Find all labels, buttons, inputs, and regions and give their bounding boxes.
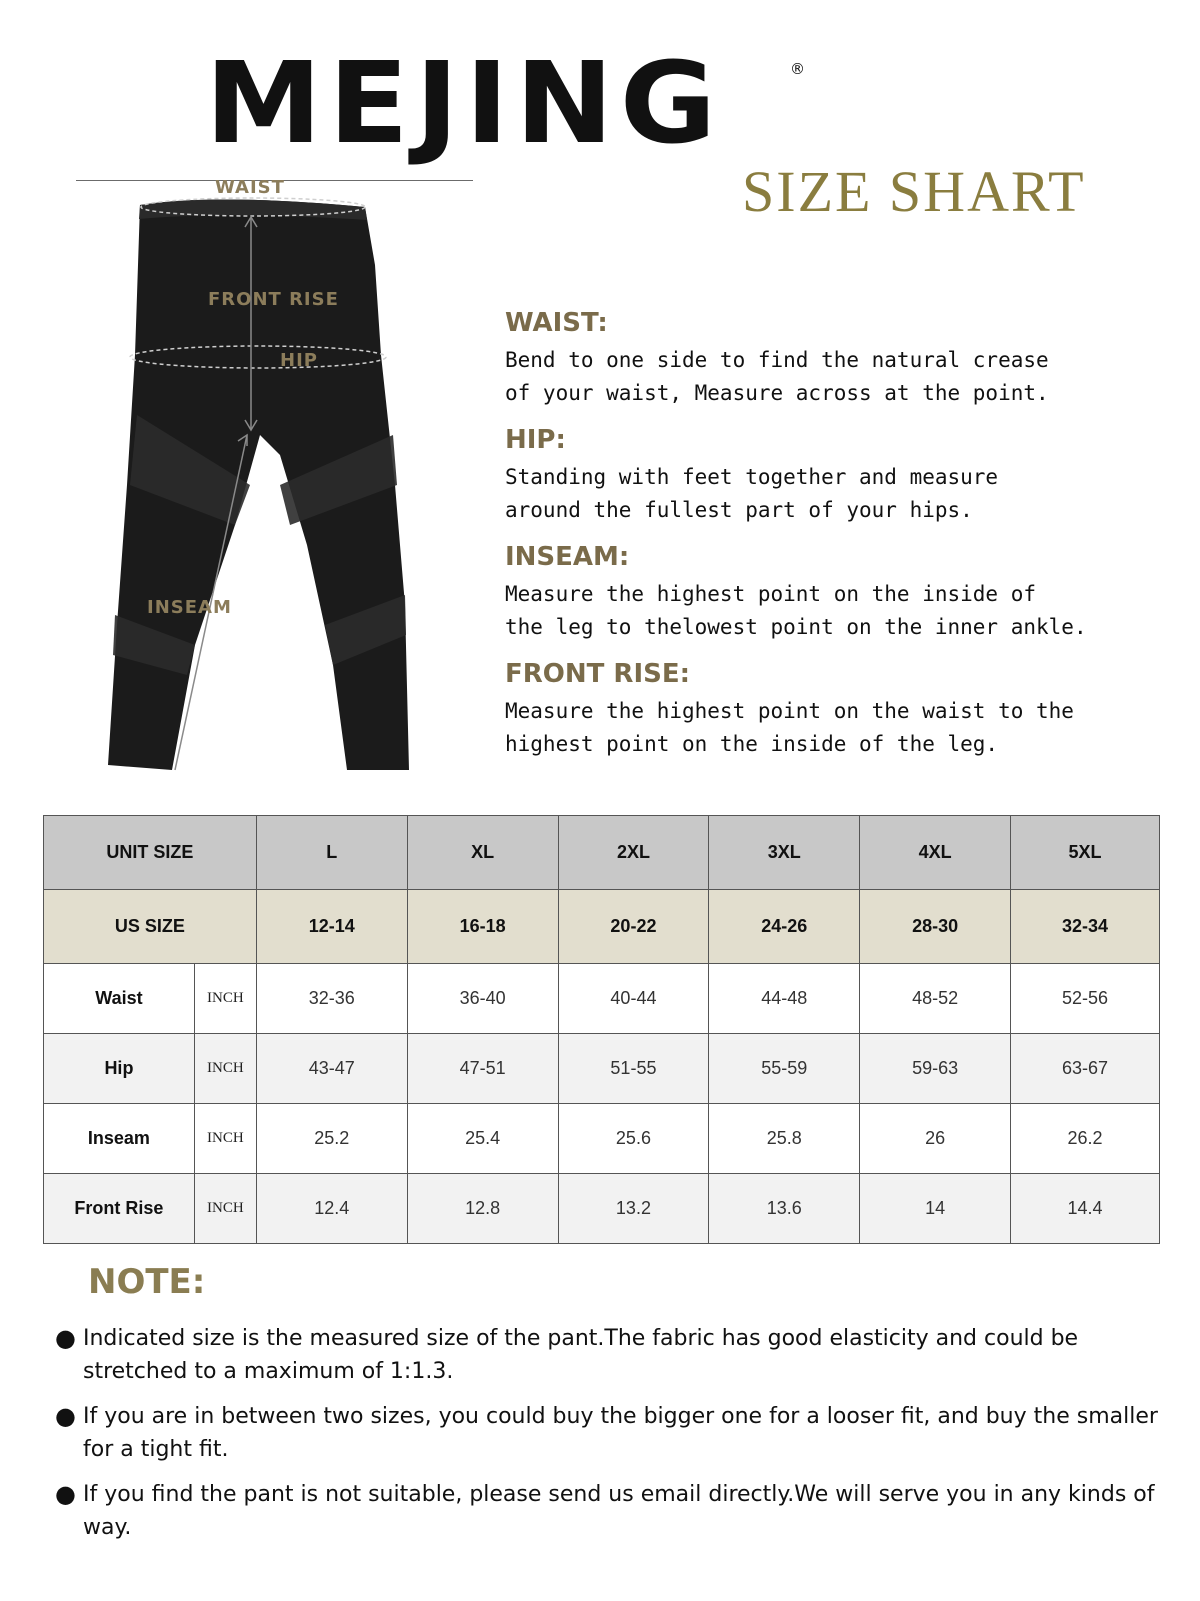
table-cell: 13.6: [709, 1174, 860, 1244]
note-text: If you are in between two sizes, you could buy the bigger one for a looser fit, and buy the smaller for a tight fit.: [83, 1404, 1158, 1462]
unit-size-row: [44, 816, 1160, 890]
description-heading: HIP:: [505, 425, 566, 455]
description-text: Standing with feet together and measure around the fullest part of your hips.: [505, 465, 999, 522]
description-inseam: [505, 542, 1185, 644]
table-cell: 43-47: [256, 1034, 407, 1104]
measure-name: Waist: [44, 964, 195, 1034]
table-cell: 12.4: [256, 1174, 407, 1244]
registered-mark: ®: [790, 60, 805, 78]
table-row-hip: [44, 1034, 1160, 1104]
size-header: 3XL: [709, 816, 860, 890]
note-item: [55, 1478, 1175, 1544]
leggings-illustration: [75, 177, 475, 795]
size-header: 4XL: [860, 816, 1011, 890]
measure-name: Front Rise: [44, 1174, 195, 1244]
waist-label: WAIST: [215, 177, 285, 198]
hip-label: HIP: [280, 350, 318, 371]
note-text: Indicated size is the measured size of the pant.The fabric has good elasticity and could be stretched to a maximum of 1:1.3.: [83, 1326, 1079, 1384]
measure-unit: INCH: [194, 1174, 256, 1244]
table-cell: 12.8: [407, 1174, 558, 1244]
unit-size-header: UNIT SIZE: [44, 816, 257, 890]
us-size-cell: 24-26: [709, 890, 860, 964]
table-cell: 48-52: [860, 964, 1011, 1034]
us-size-cell: 12-14: [256, 890, 407, 964]
measure-name: Inseam: [44, 1104, 195, 1174]
size-table: [43, 815, 1160, 1244]
table-cell: 13.2: [558, 1174, 709, 1244]
table-cell: 36-40: [407, 964, 558, 1034]
brand-logo: [205, 39, 805, 169]
table-cell: 51-55: [558, 1034, 709, 1104]
description-heading: WAIST:: [505, 308, 608, 338]
table-cell: 40-44: [558, 964, 709, 1034]
note-item: [55, 1400, 1175, 1466]
inseam-label: INSEAM: [147, 597, 232, 618]
measure-unit: INCH: [194, 1034, 256, 1104]
table-cell: 52-56: [1011, 964, 1160, 1034]
bullet-icon: ●: [55, 1480, 76, 1508]
us-size-cell: 32-34: [1011, 890, 1160, 964]
table-cell: 55-59: [709, 1034, 860, 1104]
description-text: Measure the highest point on the inside of the leg to thelowest point on the inner ankle.: [505, 582, 1087, 639]
description-hip: [505, 425, 1185, 527]
note-item: [55, 1322, 1175, 1388]
table-cell: 47-51: [407, 1034, 558, 1104]
table-cell: 14: [860, 1174, 1011, 1244]
bullet-icon: ●: [55, 1402, 76, 1430]
size-header: 2XL: [558, 816, 709, 890]
table-cell: 26.2: [1011, 1104, 1160, 1174]
page-title: SIZE SHART: [742, 159, 1086, 224]
table-cell: 32-36: [256, 964, 407, 1034]
description-heading: FRONT RISE:: [505, 659, 691, 689]
us-size-cell: 16-18: [407, 890, 558, 964]
bullet-icon: ●: [55, 1324, 76, 1352]
size-header: L: [256, 816, 407, 890]
table-cell: 14.4: [1011, 1174, 1160, 1244]
us-size-cell: 28-30: [860, 890, 1011, 964]
description-waist: [505, 308, 1185, 410]
us-size-row: [44, 890, 1160, 964]
table-cell: 25.2: [256, 1104, 407, 1174]
measure-unit: INCH: [194, 1104, 256, 1174]
description-text: Measure the highest point on the waist to the highest point on the inside of the leg.: [505, 699, 1074, 756]
size-header: 5XL: [1011, 816, 1160, 890]
note-title: NOTE:: [88, 1262, 206, 1302]
table-cell: 63-67: [1011, 1034, 1160, 1104]
measure-name: Hip: [44, 1034, 195, 1104]
size-header: XL: [407, 816, 558, 890]
table-cell: 25.6: [558, 1104, 709, 1174]
us-size-cell: 20-22: [558, 890, 709, 964]
brand-logo-text: MEJING: [205, 39, 723, 169]
table-cell: 25.4: [407, 1104, 558, 1174]
note-text: If you find the pant is not suitable, please send us email directly.We will serve you in any kinds of way.: [83, 1482, 1155, 1540]
table-cell: 44-48: [709, 964, 860, 1034]
table-cell: 26: [860, 1104, 1011, 1174]
description-front-rise: [505, 659, 1185, 761]
table-row-front-rise: [44, 1174, 1160, 1244]
table-row-inseam: [44, 1104, 1160, 1174]
us-size-header: US SIZE: [44, 890, 257, 964]
table-row-waist: [44, 964, 1160, 1034]
table-cell: 25.8: [709, 1104, 860, 1174]
description-heading: INSEAM:: [505, 542, 630, 572]
measure-unit: INCH: [194, 964, 256, 1034]
front-rise-label: FRONT RISE: [208, 289, 339, 310]
table-cell: 59-63: [860, 1034, 1011, 1104]
description-text: Bend to one side to find the natural crease of your waist, Measure across at the point.: [505, 348, 1049, 405]
leggings-drawing: [75, 185, 475, 795]
